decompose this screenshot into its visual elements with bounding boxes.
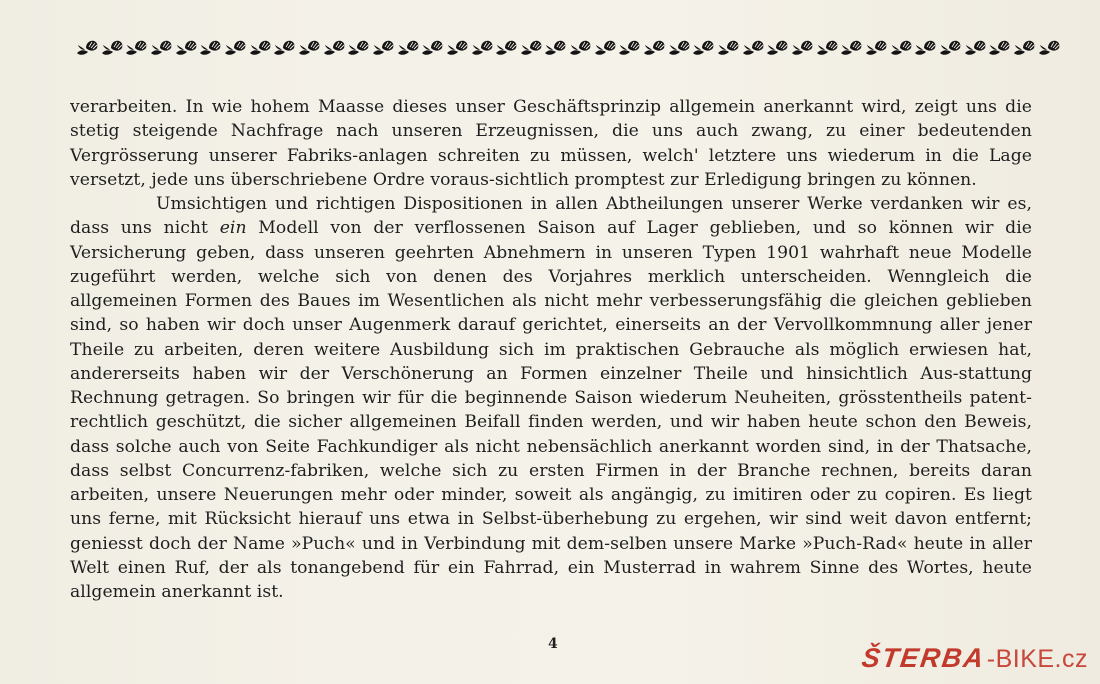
flower-ornament-icon	[101, 39, 123, 57]
flower-ornament-icon	[692, 39, 714, 57]
flower-ornament-icon	[668, 39, 690, 57]
flower-ornament-icon	[816, 39, 838, 57]
flower-ornament-icon	[76, 39, 98, 57]
paragraph-continuation: verarbeiten. In wie hohem Maasse dieses unser Geschäftsprinzip allgemein anerkannt wird, zeigt uns die stetig steigende Nachfrage nach unseren Erzeugnissen, die uns auch zwang, zu einer bedeutenden Vergrösserung unserer Fabriks-anlagen schreiten zu müssen, welch' letztere uns wiederum in die Lage versetzt, jede uns überschriebene Ordre voraus-sichtlich promptest zur Erledigung bringen zu können.	[70, 97, 1032, 190]
flower-ornament-icon	[495, 39, 517, 57]
flower-ornament-icon	[421, 39, 443, 57]
watermark-domain: -BIKE.cz	[986, 645, 1088, 673]
flower-ornament-icon	[594, 39, 616, 57]
flower-ornament-icon	[372, 39, 394, 57]
flower-ornament-icon	[199, 39, 221, 57]
watermark-brand: ŠTERBA	[859, 643, 987, 673]
flower-ornament-icon	[939, 39, 961, 57]
flower-ornament-icon	[865, 39, 887, 57]
flower-ornament-icon	[1013, 39, 1035, 57]
paragraph-text-before-emphasis: Umsichtigen und richtigen Dispositionen in allen Abtheilungen unserer Werke verdanken wir es, dass uns nicht	[70, 194, 1032, 239]
flower-ornament-icon	[249, 39, 271, 57]
flower-ornament-icon	[150, 39, 172, 57]
flower-ornament-icon	[643, 39, 665, 57]
flower-ornament-icon	[471, 39, 493, 57]
paragraph-dispositions	[70, 192, 1032, 604]
flower-ornament-icon	[569, 39, 591, 57]
flower-ornament-icon	[224, 39, 246, 57]
paragraph-text-after-emphasis: Modell von der verflossenen Saison auf Lager geblieben, und so können wir die Versicherung geben, dass unseren geehrten Abnehmern in unseren Typen 1901 wahrhaft neue Modelle zugeführt werden, welche sich von denen des Vorjahres merklich unterscheiden. Wenngleich die allgemeinen Formen des Baues im Wesentlichen als nicht mehr verbesserungsfähig die gleichen geblieben sind, so haben wir doch unser Augenmerk darauf gerichtet, einerseits an der Vervollkommnung aller jener Theile zu arbeiten, deren weitere Ausbildung sich im praktischen Gebrauche als möglich erwiesen hat, andererseits haben wir der Verschönerung an Formen einzelner Theile und hinsichtlich Aus-stattung Rechnung getragen. So bringen wir für die beginnende Saison wiederum Neuheiten, grösstentheils patent-rechtlich geschützt, die sicher allgemeinen Beifall finden werden, und wir haben heute schon den Beweis, dass solche auch von Seite Fachkundiger als nicht nebensächlich anerkannt worden sind, in der Thatsache, dass selbst Concurrenz-fabriken, welche sich zu ersten Firmen in der Branche rechnen, bereits daran arbeiten, unsere Neuerungen mehr oder minder, soweit als angängig, zu imitiren oder zu copiren. Es liegt uns ferne, mit Rücksicht hierauf uns etwa in Selbst-überhebung zu ergehen, wir sind weit davon entfernt; geniesst doch der Name »Puch« und in Verbindung mit dem-selben unsere Marke »Puch-Rad« heute in aller Welt einen Ruf, der als tonangebend für ein Fahrrad, ein Musterrad in wahrem Sinne des Wortes, heute allgemein anerkannt ist.	[70, 218, 1032, 602]
flower-ornament-icon	[446, 39, 468, 57]
flower-ornament-icon	[397, 39, 419, 57]
flower-ornament-icon	[618, 39, 640, 57]
decorative-flower-border	[76, 36, 1060, 60]
page-number: 4	[548, 636, 558, 652]
flower-ornament-icon	[791, 39, 813, 57]
flower-ornament-icon	[298, 39, 320, 57]
flower-ornament-icon	[273, 39, 295, 57]
flower-ornament-icon	[742, 39, 764, 57]
flower-ornament-icon	[1038, 39, 1060, 57]
flower-ornament-icon	[520, 39, 542, 57]
flower-ornament-icon	[840, 39, 862, 57]
flower-ornament-icon	[125, 39, 147, 57]
flower-ornament-icon	[717, 39, 739, 57]
flower-ornament-icon	[323, 39, 345, 57]
flower-ornament-icon	[347, 39, 369, 57]
emphasized-word: ein	[219, 218, 247, 239]
flower-ornament-icon	[766, 39, 788, 57]
flower-ornament-icon	[914, 39, 936, 57]
flower-ornament-icon	[964, 39, 986, 57]
flower-ornament-icon	[988, 39, 1010, 57]
document-body	[70, 95, 1032, 604]
flower-ornament-icon	[175, 39, 197, 57]
flower-ornament-icon	[890, 39, 912, 57]
site-watermark	[859, 643, 1088, 674]
flower-ornament-icon	[544, 39, 566, 57]
